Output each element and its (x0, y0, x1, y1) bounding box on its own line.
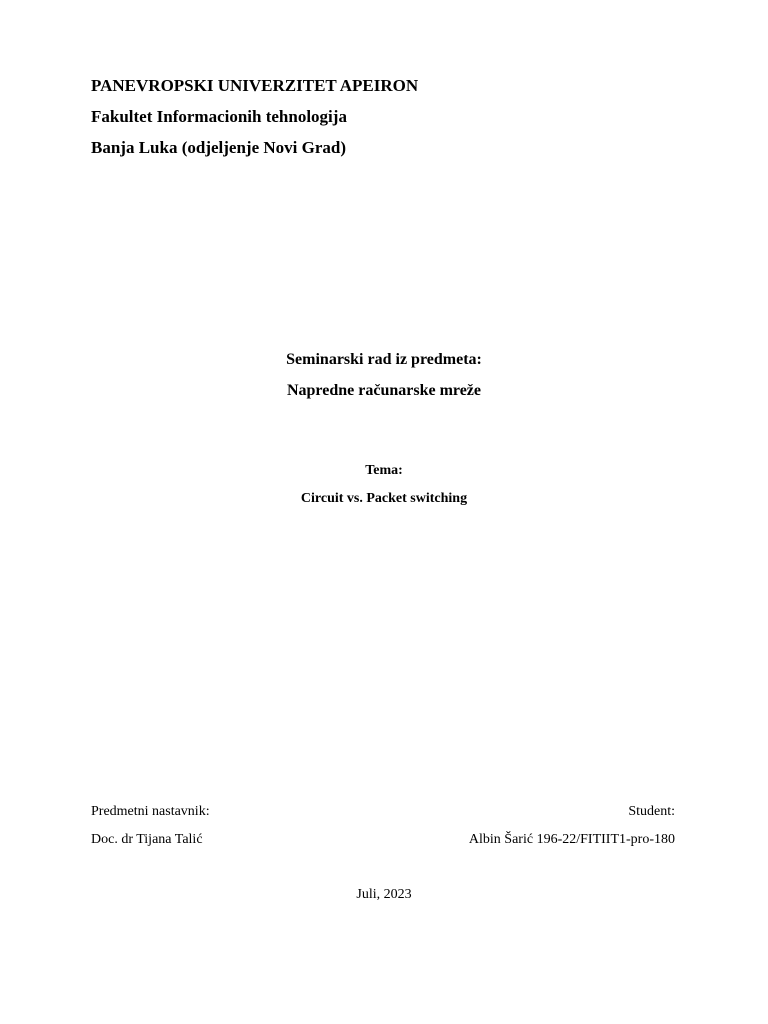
topic-title: Circuit vs. Packet switching (300, 491, 468, 506)
topic-label: Tema: (365, 463, 403, 478)
teacher-label: Predmetni nastavnik: (91, 804, 210, 819)
student-name: Albin Šarić 196-22/FITIIT1-pro-180 (468, 832, 675, 847)
document-date: Juli, 2023 (356, 887, 412, 902)
teacher-name: Doc. dr Tijana Talić (91, 832, 203, 847)
university-name: PANEVROPSKI UNIVERZITET APEIRON (91, 76, 419, 95)
student-label: Student: (628, 804, 675, 819)
faculty-name: Fakultet Informacionih tehnologija (91, 107, 347, 126)
seminar-intro: Seminarski rad iz predmeta: (286, 351, 482, 368)
campus-location: Banja Luka (odjeljenje Novi Grad) (91, 138, 346, 157)
course-subject: Napredne računarske mreže (286, 382, 482, 399)
